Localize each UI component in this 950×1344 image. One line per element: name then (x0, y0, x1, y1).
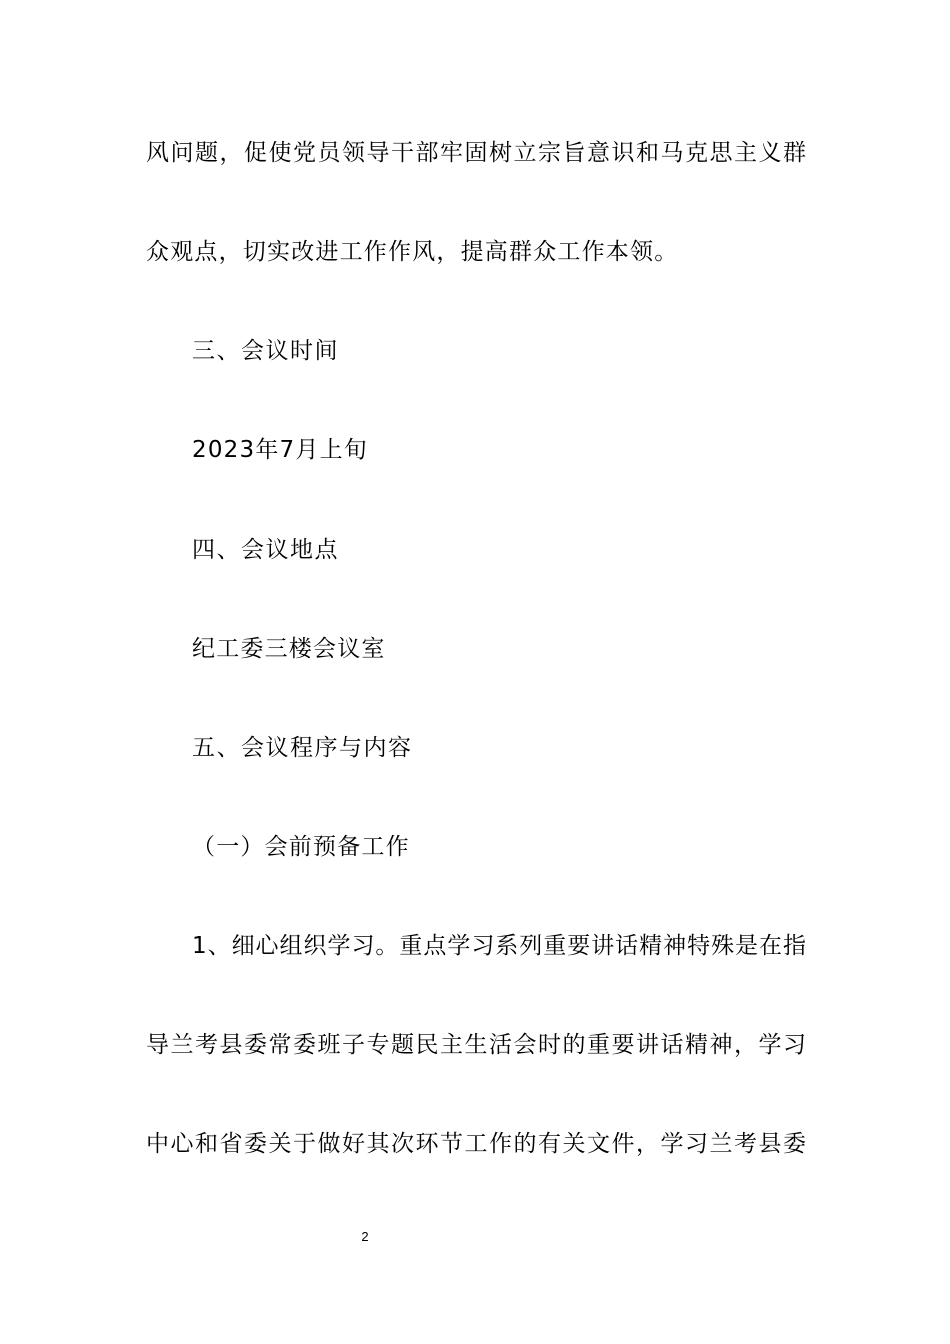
body-line-item-3: 中心和省委关于做好其次环节工作的有关文件，学习兰考县委 (146, 1131, 806, 1157)
body-line-item-1: 1、细心组织学习。重点学习系列重要讲话精神特殊是在指 (192, 933, 806, 959)
section-heading-meeting-time: 三、会议时间 (192, 338, 339, 364)
body-line-item-2: 导兰考县委常委班子专题民主生活会时的重要讲话精神，学习 (146, 1032, 806, 1058)
subsection-heading-preparation: （一）会前预备工作 (192, 834, 410, 860)
body-line-2: 众观点，切实改进工作作风，提高群众工作本领。 (146, 239, 679, 265)
page-number: 2 (361, 1229, 369, 1244)
body-line-1: 风问题，促使党员领导干部牢固树立宗旨意识和马克思主义群 (146, 140, 806, 166)
section-heading-meeting-location: 四、会议地点 (192, 537, 339, 563)
section-heading-meeting-agenda: 五、会议程序与内容 (192, 735, 413, 761)
meeting-time-text: 2023年7月上旬 (192, 437, 368, 463)
meeting-location-text: 纪工委三楼会议室 (192, 636, 386, 662)
